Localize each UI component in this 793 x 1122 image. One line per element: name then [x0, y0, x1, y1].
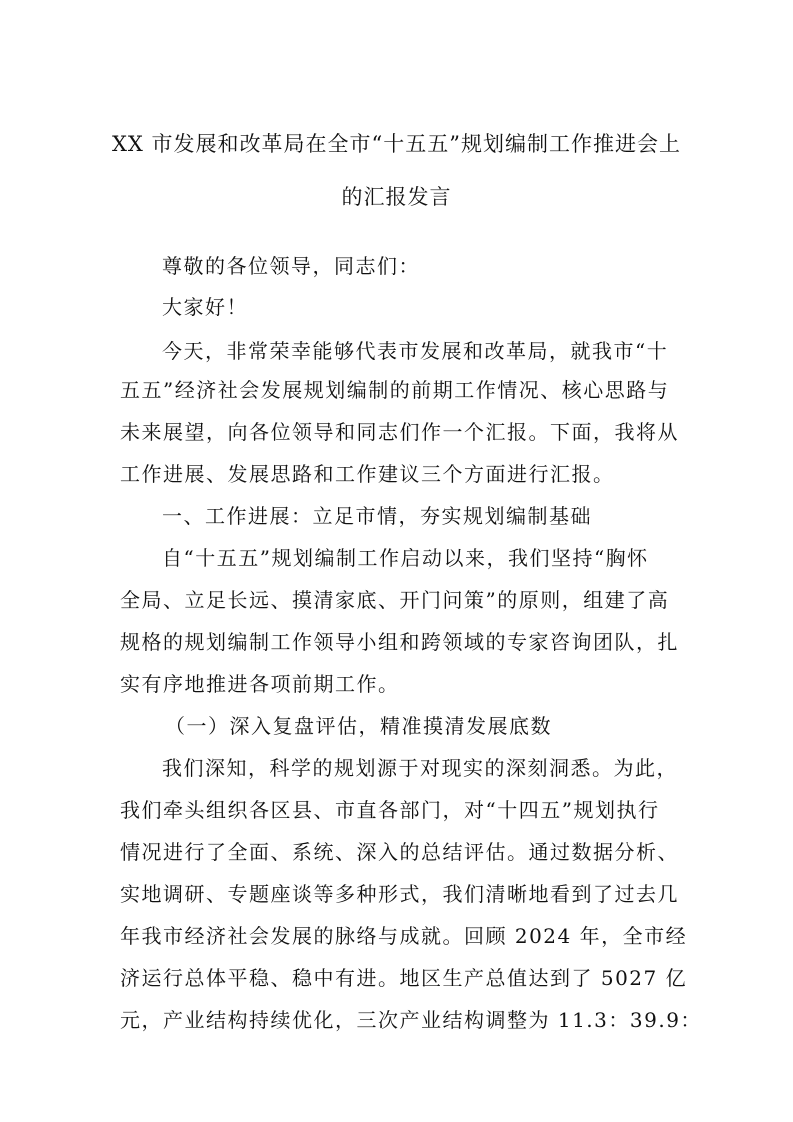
greeting: 大家好！ [162, 295, 248, 319]
paragraph-line: 规格的规划编制工作领导小组和跨领域的专家咨询团队，扎 [120, 630, 679, 654]
paragraph-line: 年我市经济社会发展的脉络与成就。回顾 2024 年，全市经 [120, 924, 688, 948]
paragraph-line: 实地调研、专题座谈等多种形式，我们清晰地看到了过去几 [120, 882, 679, 906]
paragraph-line: 情况进行了全面、系统、深入的总结评估。通过数据分析、 [120, 840, 679, 864]
paragraph-line: 实有序地推进各项前期工作。 [120, 672, 400, 696]
paragraph-line: 我们深知，科学的规划源于对现实的深刻洞悉。为此， [162, 756, 678, 780]
paragraph-line: 五五”经济社会发展规划编制的前期工作情况、核心思路与 [120, 378, 670, 402]
paragraph-line: 工作进展、发展思路和工作建议三个方面进行汇报。 [120, 462, 615, 486]
paragraph-line: 今天，非常荣幸能够代表市发展和改革局，就我市“十 [162, 339, 669, 363]
paragraph-line: 全局、立足长远、摸清家底、开门问策”的原则，组建了高 [120, 588, 670, 612]
paragraph-line: 我们牵头组织各区县、市直各部门，对“十四五”规划执行 [120, 798, 660, 822]
paragraph-line: 元，产业结构持续优化，三次产业结构调整为 11.3：39.9： [120, 1008, 702, 1032]
paragraph-line: 未来展望，向各位领导和同志们作一个汇报。下面，我将从 [120, 420, 679, 444]
document-title-line-1: XX 市发展和改革局在全市“十五五”规划编制工作推进会上 [111, 132, 682, 156]
paragraph-line: 自“十五五”规划编制工作启动以来，我们坚持“胸怀 [162, 546, 649, 570]
document-title-line-2: 的汇报发言 [341, 185, 452, 209]
salutation: 尊敬的各位领导，同志们： [162, 254, 420, 278]
paragraph-line: 济运行总体平稳、稳中有进。地区生产总值达到了 5027 亿 [120, 966, 688, 990]
section-heading: 一、工作进展：立足市情，夯实规划编制基础 [162, 504, 592, 528]
subsection-heading: （一）深入复盘评估，精准摸清发展底数 [165, 714, 552, 738]
